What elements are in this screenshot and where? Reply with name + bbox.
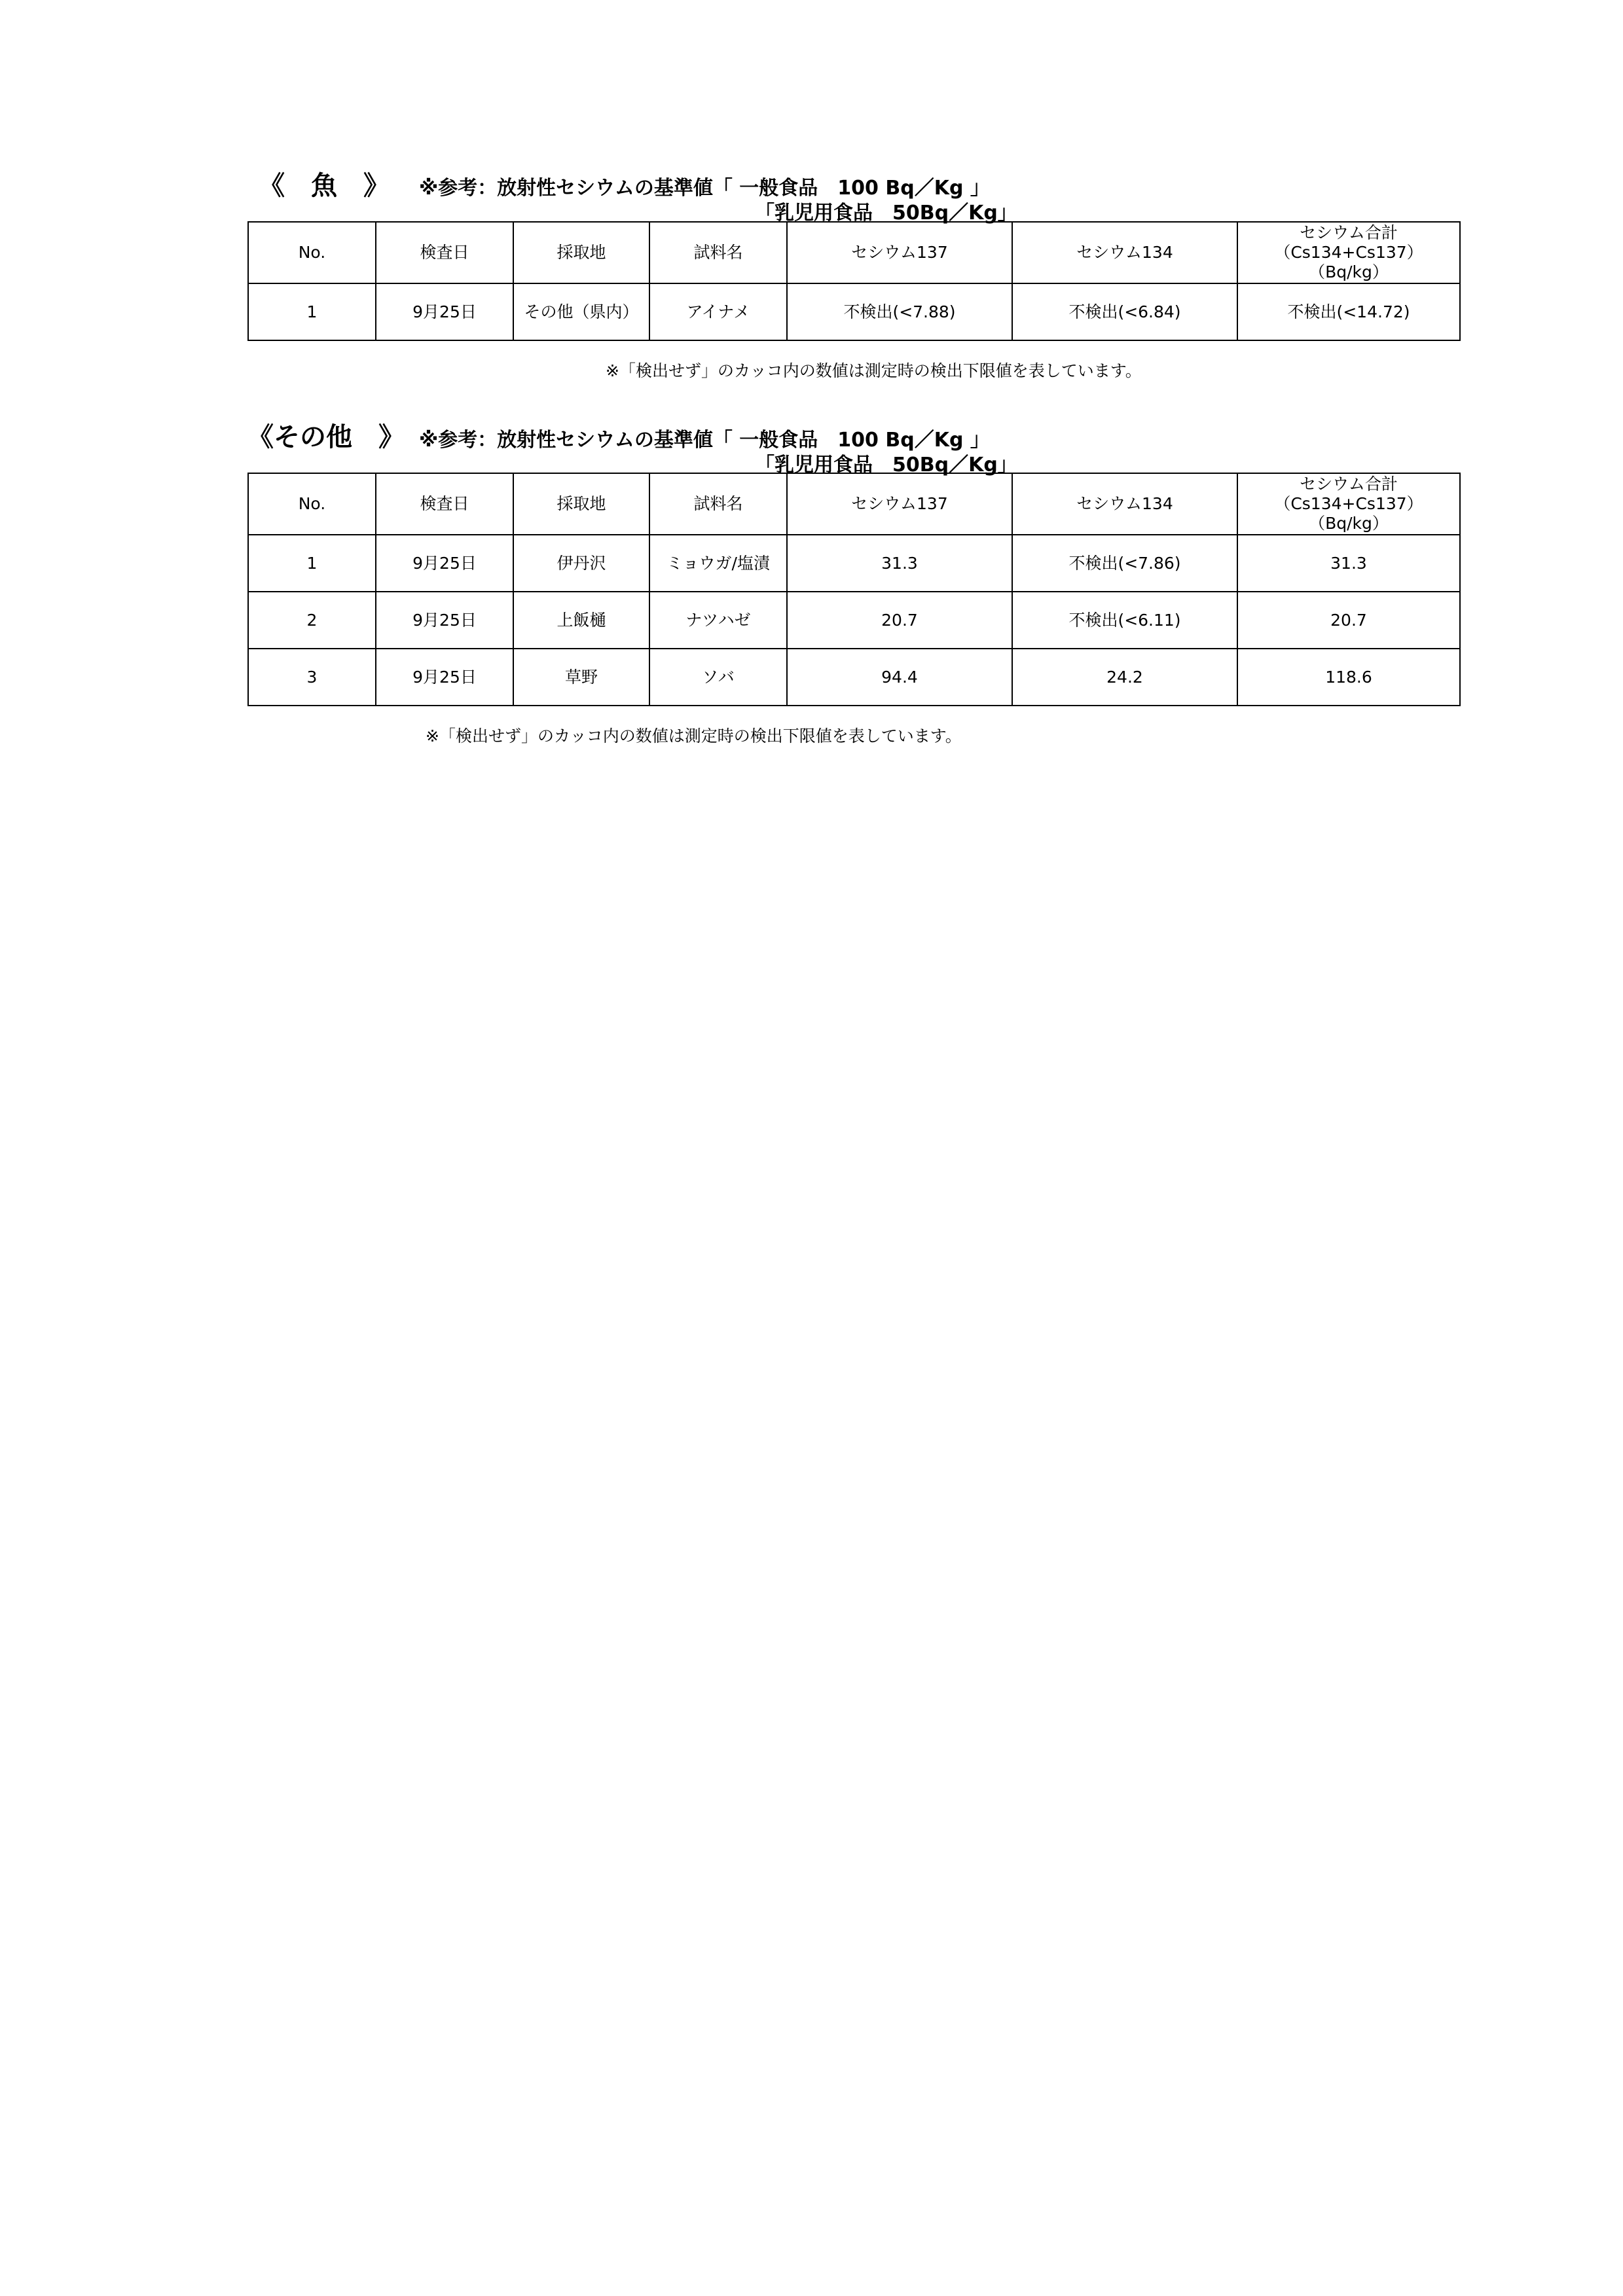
cell-sample: ソバ (649, 649, 787, 706)
other-section-title: 《その他 》 (247, 422, 405, 452)
header-sample-name: 試料名 (649, 222, 787, 283)
cell-no: 1 (248, 535, 376, 592)
header-inspection-date: 検査日 (376, 222, 513, 283)
cell-total: 20.7 (1237, 592, 1460, 649)
cell-cs134: 不検出(<7.86) (1012, 535, 1237, 592)
cell-total: 不検出(<14.72) (1237, 283, 1460, 340)
fish-section-title: 《 魚 》 (259, 171, 390, 201)
cell-no: 3 (248, 649, 376, 706)
cell-date: 9月25日 (376, 592, 513, 649)
cell-no: 2 (248, 592, 376, 649)
table-header-row (248, 473, 1460, 535)
cell-no: 1 (248, 283, 376, 340)
header-inspection-date: 検査日 (376, 473, 513, 535)
other-results-table (247, 473, 1461, 706)
header-total-line-2: （Cs134+Cs137） (1274, 494, 1423, 513)
header-total-line-3: （Bq/kg） (1309, 262, 1389, 281)
header-total-line-1: セシウム合計 (1300, 475, 1398, 493)
cell-total: 118.6 (1237, 649, 1460, 706)
header-cesium-137: セシウム137 (787, 473, 1012, 535)
cell-cs137: 20.7 (787, 592, 1012, 649)
cell-location: 伊丹沢 (513, 535, 649, 592)
fish-detection-limit-note: ※「検出せず」のカッコ内の数値は測定時の検出下限値を表しています。 (606, 361, 1142, 380)
header-cesium-134: セシウム134 (1012, 222, 1237, 283)
cell-total: 31.3 (1237, 535, 1460, 592)
cell-cs134: 24.2 (1012, 649, 1237, 706)
header-no: No. (248, 473, 376, 535)
cell-sample: ナツハゼ (649, 592, 787, 649)
cell-date: 9月25日 (376, 535, 513, 592)
header-cesium-total (1237, 473, 1460, 535)
cell-cs137: 31.3 (787, 535, 1012, 592)
header-cesium-total (1237, 222, 1460, 283)
header-total-line-1: セシウム合計 (1300, 223, 1398, 242)
header-sampling-location: 採取地 (513, 473, 649, 535)
fish-reference-line-1: ※参考：放射性セシウムの基準値「 一般食品 100 Bq／Kg 」 (419, 177, 990, 200)
cell-location: その他（県内） (513, 283, 649, 340)
cell-cs137: 不検出(<7.88) (787, 283, 1012, 340)
header-sample-name: 試料名 (649, 473, 787, 535)
other-reference-line-1: ※参考：放射性セシウムの基準値「 一般食品 100 Bq／Kg 」 (419, 429, 990, 452)
other-detection-limit-note: ※「検出せず」のカッコ内の数値は測定時の検出下限値を表しています。 (426, 726, 962, 745)
table-header-row (248, 222, 1460, 283)
other-reference-line-2: 「乳児用食品 50Bq／Kg」 (755, 454, 1017, 476)
cell-date: 9月25日 (376, 649, 513, 706)
header-total-line-3: （Bq/kg） (1309, 514, 1389, 533)
cell-cs134: 不検出(<6.84) (1012, 283, 1237, 340)
cell-cs134: 不検出(<6.11) (1012, 592, 1237, 649)
header-sampling-location: 採取地 (513, 222, 649, 283)
fish-results-table (247, 221, 1461, 341)
cell-location: 草野 (513, 649, 649, 706)
table-row (248, 649, 1460, 706)
cell-date: 9月25日 (376, 283, 513, 340)
header-cesium-137: セシウム137 (787, 222, 1012, 283)
cell-location: 上飯樋 (513, 592, 649, 649)
header-no: No. (248, 222, 376, 283)
header-cesium-134: セシウム134 (1012, 473, 1237, 535)
cell-sample: アイナメ (649, 283, 787, 340)
table-row (248, 283, 1460, 340)
fish-reference-line-2: 「乳児用食品 50Bq／Kg」 (755, 202, 1017, 224)
header-total-line-2: （Cs134+Cs137） (1274, 243, 1423, 262)
cell-cs137: 94.4 (787, 649, 1012, 706)
table-row (248, 535, 1460, 592)
cell-sample: ミョウガ/塩漬 (649, 535, 787, 592)
table-row (248, 592, 1460, 649)
